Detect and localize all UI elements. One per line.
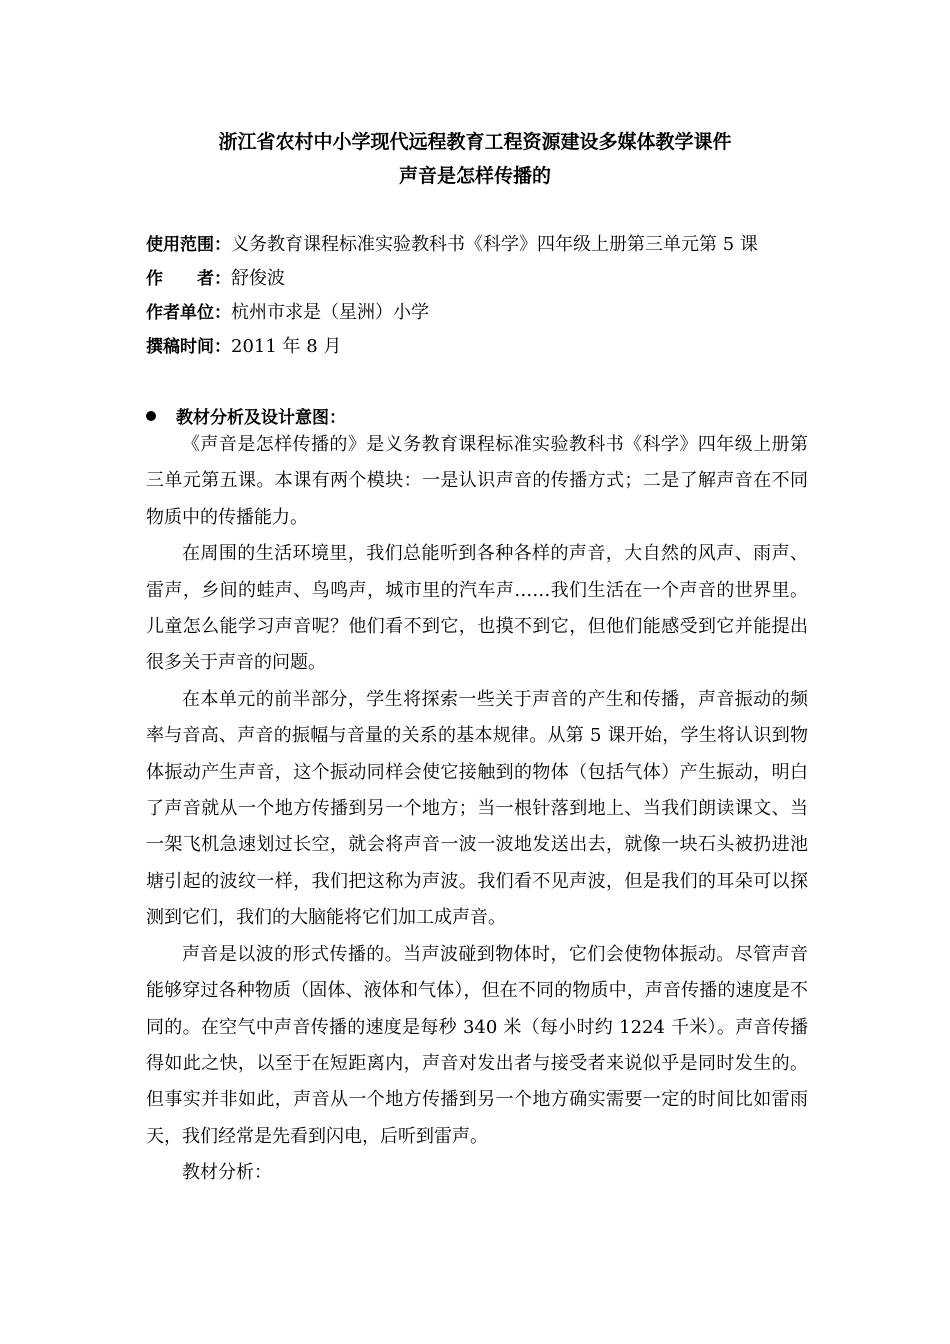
meta-date <box>146 332 341 358</box>
meta-organization <box>146 298 429 324</box>
meta-value: 杭州市求是（星洲）小学 <box>231 302 429 323</box>
document-title: 浙江省农村中小学现代远程教育工程资源建设多媒体教学课件 <box>218 131 732 153</box>
meta-label: 使用范围： <box>146 235 231 255</box>
paragraph: 教材分析： <box>182 1162 272 1184</box>
meta-value: 舒俊波 <box>231 268 285 289</box>
paragraph: 在周围的生活环境里，我们总能听到各种各样的声音，大自然的风声、雨声、雷声，乡间的蛙声、鸟鸣声，城市里的汽车声……我们生活在一个声音的世界里。儿童怎么能学习声音呢？他们看不到它，也摸不到它，但他们能感受到它并能提出很多关于声音的问题。 <box>146 543 808 674</box>
section-heading <box>146 403 346 428</box>
meta-author <box>146 264 285 290</box>
paragraph: 《声音是怎样传播的》是义务教育课程标准实验教科书《科学》四年级上册第三单元第五课。本课有两个模块：一是认识声音的传播方式；二是了解声音在不同物质中的传播能力。 <box>146 434 808 528</box>
lesson-title: 声音是怎样传播的 <box>398 165 551 187</box>
meta-label: 作 者： <box>146 269 231 289</box>
meta-value: 义务教育课程标准实验教科书《科学》四年级上册第三单元第 5 课 <box>231 234 758 255</box>
meta-scope <box>146 230 758 256</box>
meta-value: 2011 年 8 月 <box>231 336 342 357</box>
paragraph: 声音是以波的形式传播的。当声波碰到物体时，它们会使物体振动。尽管声音能够穿过各种物质（固体、液体和气体），但在不同的物质中，声音传播的速度是不同的。在空气中声音传播的速度是每秒 340 米（每小时约 1224 千米）。声音传播得如此之快，以至于在短距离内，声音对发出者与接受者来说似乎是同时发生的。但事实并非如此，声音从一个地方传播到另一个地方确实需要一定的时间比如雷雨天，我们经常是先看到闪电，后听到雷声。 <box>146 943 808 1147</box>
section-heading-text: 教材分析及设计意图： <box>176 408 346 428</box>
meta-label: 撰稿时间： <box>146 337 231 357</box>
body-text <box>146 427 808 1192</box>
bullet-icon <box>146 411 156 421</box>
meta-label: 作者单位： <box>146 303 231 323</box>
paragraph: 在本单元的前半部分，学生将探索一些关于声音的产生和传播，声音振动的频率与音高、声音的振幅与音量的关系的基本规律。从第 5 课开始，学生将认识到物体振动产生声音，这个振动同样会使它接触到的物体（包括气体）产生振动，明白了声音就从一个地方传播到另一个地方；当一根针落到地上、当我们朗读课文、当一架飞机急速划过长空，就会将声音一波一波地发送出去，就像一块石头被扔进池塘引起的波纹一样，我们把这称为声波。我们看不见声波，但是我们的耳朵可以探测到它们，我们的大脑能将它们加工成声音。 <box>146 688 808 929</box>
